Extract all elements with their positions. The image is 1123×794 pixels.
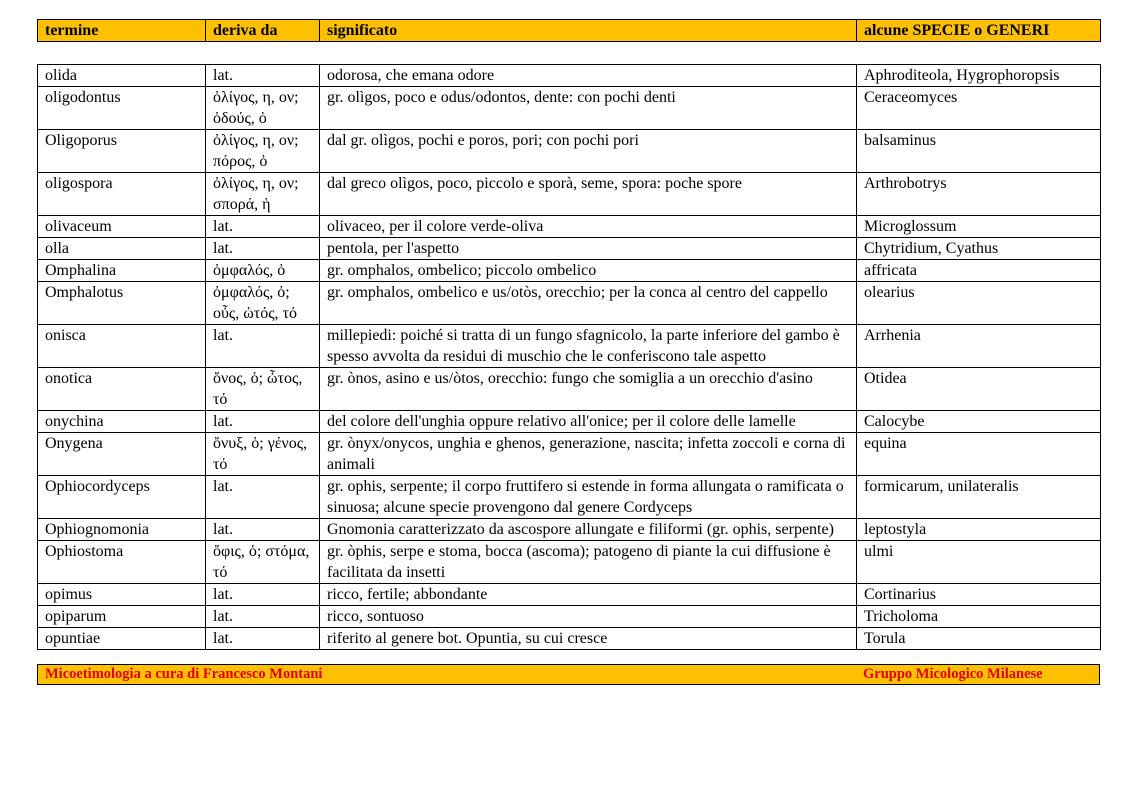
cell-specie: Ceraceomyces <box>857 87 1101 130</box>
table-row <box>38 325 1101 368</box>
cell-significato: dal gr. olìgos, pochi e poros, pori; con pochi pori <box>320 130 857 173</box>
cell-specie: olearius <box>857 282 1101 325</box>
cell-specie: Otidea <box>857 368 1101 411</box>
cell-deriva-da: ὀλίγος, η, ον; σπορά, ἡ <box>206 173 320 216</box>
cell-termine: olivaceum <box>38 216 206 238</box>
table-row <box>38 519 1101 541</box>
cell-deriva-da: lat. <box>206 65 320 87</box>
footer-author: Micoetimologia a cura di Francesco Montani <box>45 666 323 682</box>
cell-significato: olivaceo, per il colore verde-oliva <box>320 216 857 238</box>
cell-termine: oligospora <box>38 173 206 216</box>
cell-significato: pentola, per l'aspetto <box>320 238 857 260</box>
footer-bar <box>37 664 1100 685</box>
cell-deriva-da: lat. <box>206 476 320 519</box>
cell-deriva-da: lat. <box>206 606 320 628</box>
header-termine: termine <box>38 20 206 42</box>
cell-termine: onychina <box>38 411 206 433</box>
cell-specie: Aphroditeola, Hygrophoropsis <box>857 65 1101 87</box>
cell-significato: ricco, fertile; abbondante <box>320 584 857 606</box>
table-row <box>38 476 1101 519</box>
table-row <box>38 130 1101 173</box>
cell-significato: Gnomonia caratterizzato da ascospore allungate e filiformi (gr. ophis, serpente) <box>320 519 857 541</box>
cell-termine: Ophiognomonia <box>38 519 206 541</box>
cell-deriva-da: lat. <box>206 584 320 606</box>
table-row <box>38 368 1101 411</box>
cell-significato: gr. ònyx/onycos, unghia e ghenos, generazione, nascita; infetta zoccoli e corna di animali <box>320 433 857 476</box>
table-row <box>38 628 1101 650</box>
table-row <box>38 541 1101 584</box>
glossary-table <box>37 64 1101 650</box>
header-row <box>38 20 1101 42</box>
cell-specie: Chytridium, Cyathus <box>857 238 1101 260</box>
table-row <box>38 433 1101 476</box>
cell-significato: ricco, sontuoso <box>320 606 857 628</box>
footer-group: Gruppo Micologico Milanese <box>863 666 1043 682</box>
cell-significato: dal greco olìgos, poco, piccolo e sporà, seme, spora: poche spore <box>320 173 857 216</box>
cell-significato: gr. omphalos, ombelico e us/otòs, orecchio; per la conca al centro del cappello <box>320 282 857 325</box>
cell-deriva-da: lat. <box>206 519 320 541</box>
table-row <box>38 65 1101 87</box>
cell-termine: oligodontus <box>38 87 206 130</box>
table-row <box>38 584 1101 606</box>
table-row <box>38 260 1101 282</box>
table-row <box>38 606 1101 628</box>
table-row <box>38 282 1101 325</box>
cell-significato: millepiedi: poiché si tratta di un fungo sfagnicolo, la parte inferiore del gambo è spesso avvolta da residui di muschio che le conferiscono tale aspetto <box>320 325 857 368</box>
header-specie-generi: alcune SPECIE o GENERI <box>857 20 1101 42</box>
cell-specie: leptostyla <box>857 519 1101 541</box>
cell-deriva-da: lat. <box>206 628 320 650</box>
cell-specie: affricata <box>857 260 1101 282</box>
spacer <box>37 42 1100 64</box>
cell-significato: del colore dell'unghia oppure relativo all'onice; per il colore delle lamelle <box>320 411 857 433</box>
cell-deriva-da: ὀμφαλός, ὀ <box>206 260 320 282</box>
cell-significato: riferito al genere bot. Opuntia, su cui cresce <box>320 628 857 650</box>
cell-deriva-da: ὀλίγος, η, ον; πόρος, ὀ <box>206 130 320 173</box>
table-row <box>38 216 1101 238</box>
cell-specie: Arrhenia <box>857 325 1101 368</box>
cell-specie: balsaminus <box>857 130 1101 173</box>
cell-termine: Ophiostoma <box>38 541 206 584</box>
cell-termine: Ophiocordyceps <box>38 476 206 519</box>
header-table <box>37 19 1101 42</box>
cell-termine: onotica <box>38 368 206 411</box>
cell-significato: gr. òphis, serpe e stoma, bocca (ascoma); patogeno di piante la cui diffusione è facilitata da insetti <box>320 541 857 584</box>
cell-significato: odorosa, che emana odore <box>320 65 857 87</box>
cell-termine: opimus <box>38 584 206 606</box>
header-significato: significato <box>320 20 857 42</box>
table-row <box>38 411 1101 433</box>
cell-termine: onisca <box>38 325 206 368</box>
cell-termine: Oligoporus <box>38 130 206 173</box>
cell-specie: Calocybe <box>857 411 1101 433</box>
cell-deriva-da: lat. <box>206 325 320 368</box>
cell-termine: olida <box>38 65 206 87</box>
cell-specie: ulmi <box>857 541 1101 584</box>
cell-deriva-da: ὄνος, ὁ; ὦτος, τό <box>206 368 320 411</box>
cell-deriva-da: lat. <box>206 411 320 433</box>
cell-termine: Omphalina <box>38 260 206 282</box>
cell-specie: Microglossum <box>857 216 1101 238</box>
cell-significato: gr. ophis, serpente; il corpo fruttifero si estende in forma allungata o ramificata o sinuosa; alcune specie provengono dal genere Cordyceps <box>320 476 857 519</box>
cell-deriva-da: ὀλίγος, η, ον; ὀδούς, ὀ <box>206 87 320 130</box>
cell-termine: opiparum <box>38 606 206 628</box>
page <box>37 19 1100 685</box>
cell-significato: gr. ònos, asino e us/òtos, orecchio: fungo che somiglia a un orecchio d'asino <box>320 368 857 411</box>
header-deriva-da: deriva da <box>206 20 320 42</box>
cell-termine: Omphalotus <box>38 282 206 325</box>
cell-specie: Arthrobotrys <box>857 173 1101 216</box>
cell-specie: formicarum, unilateralis <box>857 476 1101 519</box>
cell-significato: gr. olìgos, poco e odus/odontos, dente: con pochi denti <box>320 87 857 130</box>
cell-deriva-da: ὄφις, ὁ; στόμα, τό <box>206 541 320 584</box>
cell-deriva-da: lat. <box>206 238 320 260</box>
cell-deriva-da: ὄνυξ, ὁ; γένος, τό <box>206 433 320 476</box>
cell-specie: Torula <box>857 628 1101 650</box>
table-row <box>38 173 1101 216</box>
cell-termine: olla <box>38 238 206 260</box>
table-row <box>38 238 1101 260</box>
cell-significato: gr. omphalos, ombelico; piccolo ombelico <box>320 260 857 282</box>
cell-specie: Tricholoma <box>857 606 1101 628</box>
cell-termine: opuntiae <box>38 628 206 650</box>
cell-deriva-da: lat. <box>206 216 320 238</box>
cell-specie: Cortinarius <box>857 584 1101 606</box>
cell-specie: equina <box>857 433 1101 476</box>
table-row <box>38 87 1101 130</box>
cell-deriva-da: ὀμφαλός, ὀ; οὖς, ὠτός, τό <box>206 282 320 325</box>
cell-termine: Onygena <box>38 433 206 476</box>
